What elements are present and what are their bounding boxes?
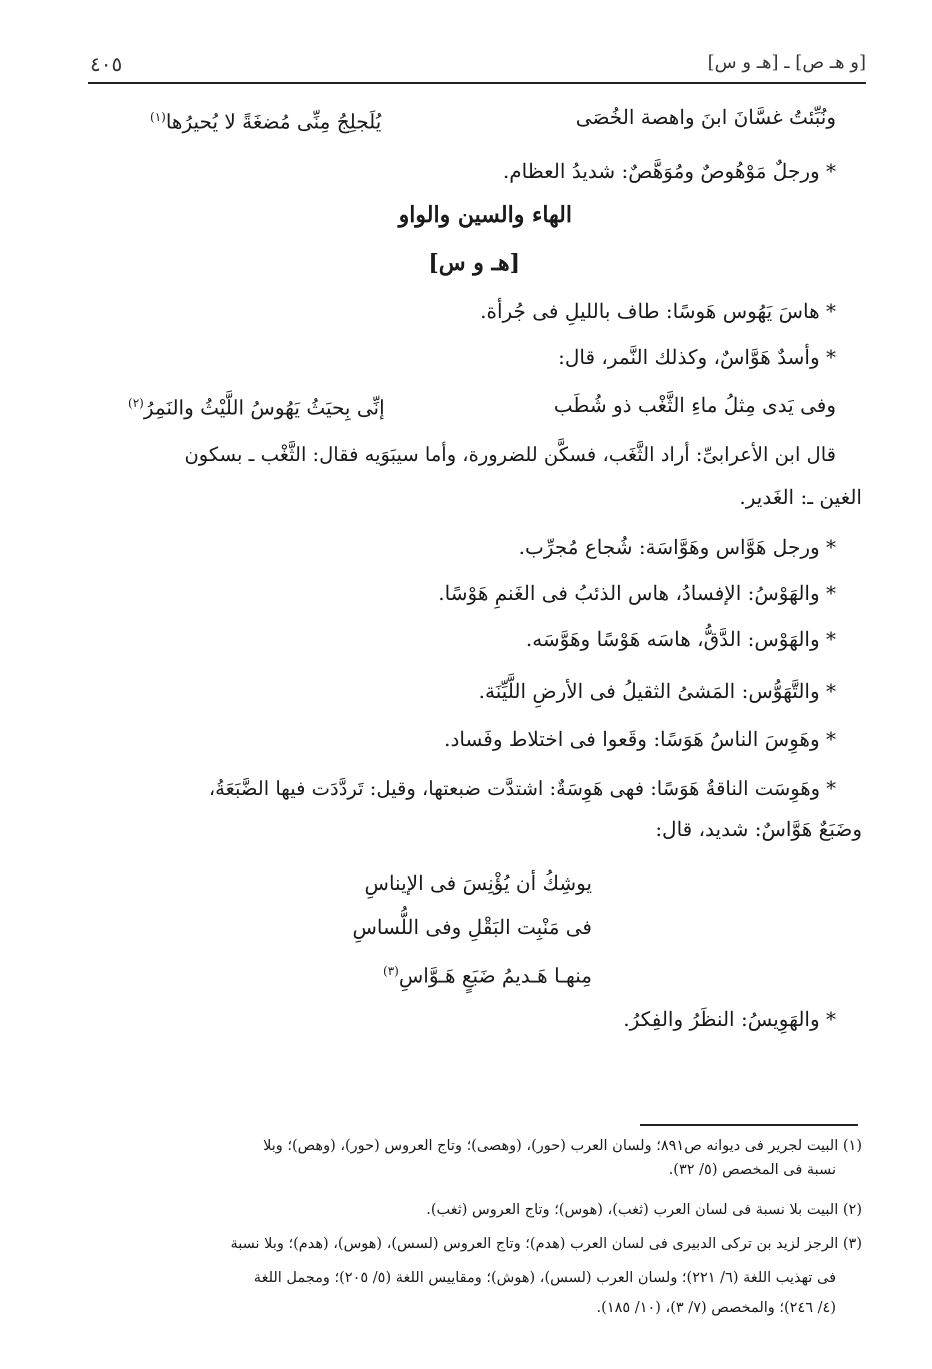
rajaz-line-3 — [383, 956, 592, 991]
verse-1-hemistich-2 — [150, 102, 381, 137]
footnote-rule — [640, 1124, 858, 1126]
entry-line: * وهَوِسَ الناسُ هَوَسًا: وقَعوا فى اختلاط وفَساد. — [444, 727, 836, 751]
verse-1-hemistich-1: ونُبِّئتُ غسَّانَ ابنَ واهصة الخُصَى — [575, 105, 836, 129]
entry-line: * وهَوِسَت الناقةُ هَوَسًا: فهى هَوِسَةٌ: اشتدَّت ضبعتها، وقيل: تَردَّدَت فيها الضَّبَعَةُ، — [208, 777, 836, 800]
footnote-1-cont: نسبة فى المخصص (٥/ ٣٢). — [668, 1162, 836, 1178]
rajaz-line-2: فى مَنْبِت البَقْلِ وفى اللُّساسِ — [352, 915, 592, 939]
verse-2-text-left: إنِّى بِحيَثُ يَهُوسُ اللَّيْثُ والنَمِرُ — [143, 395, 385, 420]
entry-line: قال ابن الأعرابىِّ: أراد الثَّغَب، فسكَّن للضرورة، وأما سيبَوَيه فقال: الثَّغْب ـ بسكون — [184, 443, 836, 466]
verse-2-hemistich-2 — [128, 388, 385, 423]
footnote-3-cont: (٤/ ٢٤٦)؛ والمخصص (٧/ ٣)، (١٠/ ١٨٥). — [596, 1300, 836, 1316]
entry-line: وضَبَعٌ هَوَّاسٌ: شديد، قال: — [655, 817, 862, 841]
footnote-2: (٢) البيت بلا نسبة فى لسان العرب (ثغب)، (هوس)؛ وتاج العروس (ثغب). — [426, 1202, 862, 1218]
rajaz-line-1: يوشِكُ أن يُؤْنِسَ فى الإيناسِ — [364, 871, 592, 895]
footnote-ref-1: (١) — [150, 110, 166, 124]
entry-line: * والهَوِيسُ: النظَرُ والفِكرُ. — [623, 1007, 836, 1031]
entry-line: * والتَّهَوُّس: المَشىُ الثقيلُ فى الأرضِ اللَّيِّنَة. — [478, 679, 836, 703]
footnote-3: (٣) الرجز لزيد بن تركى الدبيرى فى لسان العرب (هدم)؛ وتاج العروس (لسس)، (هوس)، (هدم)؛ وبلا نسبة — [230, 1236, 862, 1252]
root-heading: [هـ و س] — [428, 250, 520, 276]
footnote-ref-3: (٣) — [383, 964, 399, 978]
header-rule — [88, 82, 866, 84]
entry-line: * والهَوْس: الدَّقُّ، هاسَه هَوْسًا وهَوَّسَه. — [525, 627, 836, 651]
entry-line: * هاسَ يَهُوس هَوسًا: طاف بالليلِ فى جُرأة. — [480, 299, 836, 323]
entry-line: * ورجل هَوَّاس وهَوَّاسَة: شُجاع مُجرِّب. — [518, 535, 836, 559]
entry-line: الغين ـ: الغَدير. — [739, 485, 862, 509]
section-heading: الهاء والسين والواو — [398, 202, 572, 228]
entry-line: * وأسدٌ هَوَّاسٌ، وكذلك النَّمر، قال: — [558, 345, 836, 369]
page-number: ٤٠٥ — [90, 52, 123, 76]
rajaz-line-3-text: مِنهـا هَـديمُ ضَبَعٍ هَـوَّاسِ — [398, 963, 592, 988]
verse-1-text-left: يُلَجلِجُ مِنِّى مُضغَةً لا يُحيرُها — [165, 109, 382, 134]
entry-line: * والهَوْسُ: الإفسادُ، هاس الذئبُ فى الغَنمِ هَوْسًا. — [438, 581, 836, 605]
verse-2-hemistich-1: وفى يَدى مِثلُ ماءِ الثَّغْب ذو شُطَب — [553, 393, 836, 417]
footnote-1: (١) البيت لجرير فى ديوانه ص٨٩١؛ ولسان العرب (حور)، (وهصى)؛ وتاج العروس (حور)، (وهص)؛ وبلا — [263, 1138, 862, 1154]
entry-line: * ورجلٌ مَوْهُوصٌ ومُوَهَّصٌ: شديدُ العظام. — [502, 159, 836, 183]
running-title: [و هـ ص] ـ [هـ و س] — [707, 52, 866, 73]
footnote-ref-2: (٢) — [128, 396, 144, 410]
footnote-3-cont: فى تهذيب اللغة (٦/ ٢٢١)؛ ولسان العرب (لسس)، (هوش)؛ ومقاييس اللغة (٥/ ٢٠٥)؛ ومجمل اللغة — [253, 1270, 836, 1286]
